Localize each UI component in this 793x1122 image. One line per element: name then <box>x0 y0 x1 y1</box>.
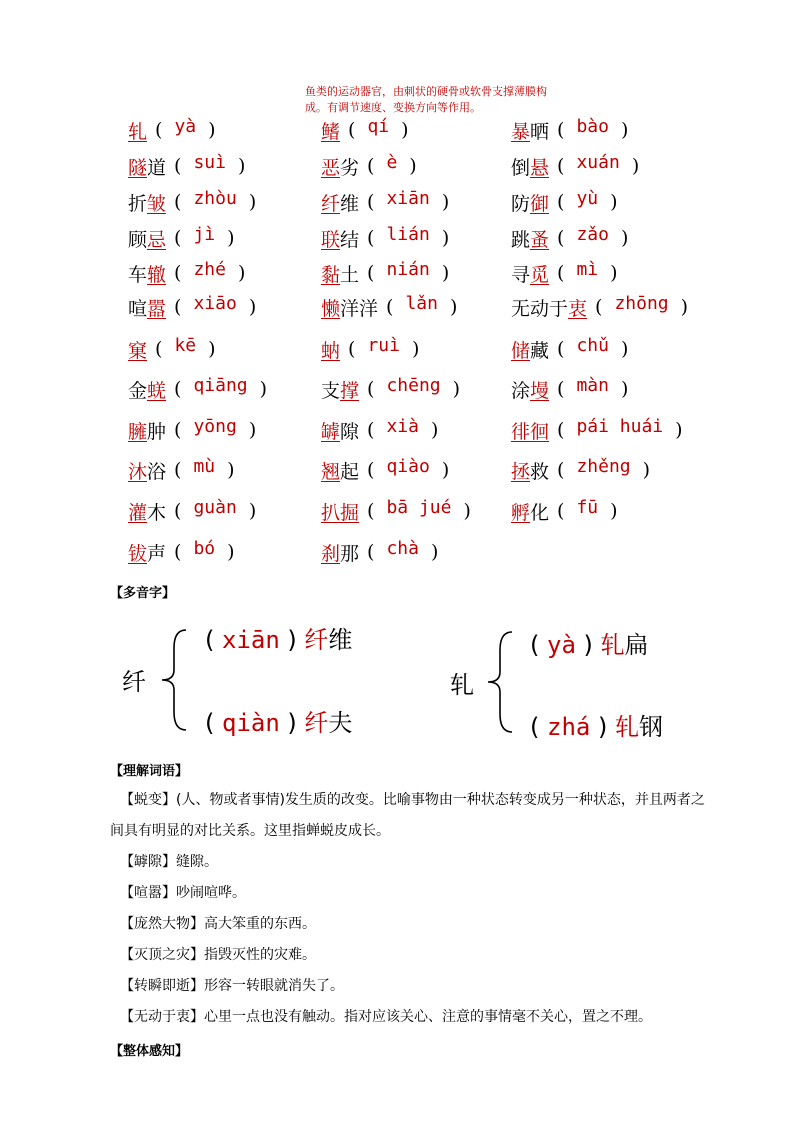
pinyin: ( yà ) <box>155 116 216 141</box>
word: 纤维 <box>321 192 360 215</box>
word-entry <box>511 495 618 527</box>
word: 刹那 <box>321 542 360 565</box>
pinyin: ( bó ) <box>174 538 235 563</box>
word: 轧 <box>128 120 148 143</box>
word-entry <box>321 291 457 323</box>
word-entry <box>321 333 419 365</box>
word-entry <box>511 373 628 405</box>
definition: 【罅隙】缝隙。 <box>120 854 218 870</box>
pinyin: ( xuán ) <box>557 152 640 177</box>
word: 臃肿 <box>128 420 167 443</box>
word-entry <box>321 114 409 146</box>
pinyin: ( zhěng ) <box>557 456 651 481</box>
word-entry <box>128 114 216 146</box>
word-entry <box>128 536 235 568</box>
word: 扒掘 <box>321 501 360 524</box>
pinyin: ( qiào ) <box>367 456 450 481</box>
pinyin: ( chǔ ) <box>557 335 629 360</box>
word: 翘起 <box>321 460 360 483</box>
pinyin: ( mù ) <box>174 456 235 481</box>
word-entry <box>321 536 438 568</box>
section-words-title: 【理解词语】 <box>110 764 189 779</box>
pinyin: ( ruì ) <box>348 335 420 360</box>
pinyin: ( bā jué ) <box>367 497 471 522</box>
pinyin: ( zhòu ) <box>174 188 257 213</box>
word-entry <box>321 222 449 254</box>
polyphone-char: 轧 <box>450 671 474 699</box>
word-entry <box>321 150 417 182</box>
pinyin: ( chà ) <box>367 538 439 563</box>
word: 沐浴 <box>128 460 167 483</box>
section-overall-title: 【整体感知】 <box>110 1044 189 1059</box>
word: 倒悬 <box>511 156 550 179</box>
word: 鳍 <box>321 120 341 143</box>
word: 蚋 <box>321 339 341 362</box>
pinyin: ( zhé ) <box>174 259 246 284</box>
note-fin-definition: 鱼类的运动器官，由刺状的硬骨或软骨支撑薄膜构成。有调节速度、变换方向等作用。 <box>305 85 547 114</box>
polyphone-item: ( qiàn ) 纤夫 <box>205 709 353 737</box>
definition: 【转瞬即逝】形容一转眼就消失了。 <box>120 978 344 994</box>
brace-icon <box>158 628 188 732</box>
pinyin: ( suì ) <box>174 152 246 177</box>
word-entry <box>511 257 618 289</box>
pinyin: ( xià ) <box>367 416 439 441</box>
word-entry <box>128 414 256 446</box>
word: 暴晒 <box>511 120 550 143</box>
pinyin: ( guàn ) <box>174 497 257 522</box>
word: 储藏 <box>511 339 550 362</box>
definition: 【喧嚣】吵闹喧哗。 <box>120 885 246 901</box>
word: 黏土 <box>321 263 360 286</box>
brace-icon <box>484 630 514 734</box>
word: 恶劣 <box>321 156 360 179</box>
pinyin: ( bào ) <box>557 116 629 141</box>
word-entry <box>321 454 449 486</box>
pinyin: ( màn ) <box>557 375 629 400</box>
polyphone-item: ( xiān ) 纤维 <box>205 626 353 654</box>
pinyin: ( yōng ) <box>174 416 257 441</box>
pinyin: ( chēng ) <box>367 375 461 400</box>
word-entry <box>128 150 245 182</box>
word: 窠 <box>128 339 148 362</box>
word: 联结 <box>321 228 360 251</box>
word-entry <box>128 495 256 527</box>
word: 孵化 <box>511 501 550 524</box>
word-entry <box>511 333 628 365</box>
pinyin: ( nián ) <box>367 259 450 284</box>
pinyin: ( yù ) <box>557 188 618 213</box>
word-entry <box>511 291 688 323</box>
word-entry <box>128 454 235 486</box>
definition: 【庞然大物】高大笨重的东西。 <box>120 916 316 932</box>
word: 涂墁 <box>511 379 550 402</box>
pinyin: ( fū ) <box>557 497 618 522</box>
word-entry <box>128 257 245 289</box>
pinyin: ( jì ) <box>174 224 235 249</box>
pinyin: ( qiāng ) <box>174 375 268 400</box>
word: 车辙 <box>128 263 167 286</box>
word-entry <box>128 333 216 365</box>
pinyin: ( lián ) <box>367 224 450 249</box>
word-entry <box>128 186 256 218</box>
pinyin: ( lǎn ) <box>386 293 458 318</box>
definition: 【蜕变】(人、物或者事情)发生质的改变。比喻事物由一种状态转变成另一种状态，并且两者之间具有明显的对比关系。这里指蝉蜕皮成长。 <box>110 792 705 839</box>
word-entry <box>511 454 650 486</box>
definition: 【灭顶之灾】指毁灭性的灾难。 <box>120 947 316 963</box>
word-entry <box>321 257 449 289</box>
polyphone-item: ( zhá ) 轧钢 <box>530 713 663 741</box>
word: 钹声 <box>128 542 167 565</box>
word: 罅隙 <box>321 420 360 443</box>
word: 懒洋洋 <box>321 297 379 320</box>
pinyin: ( zǎo ) <box>557 224 629 249</box>
definition: 【无动于衷】心里一点也没有触动。指对应该关心、注意的事情毫不关心，置之不理。 <box>120 1009 652 1025</box>
word-entry <box>511 414 683 446</box>
pinyin: ( kē ) <box>155 335 216 360</box>
word-entry <box>128 373 267 405</box>
word-entry <box>511 114 628 146</box>
section-polyphone-title: 【多音字】 <box>110 586 176 601</box>
pinyin: ( mì ) <box>557 259 618 284</box>
word: 防御 <box>511 192 550 215</box>
word-entry <box>511 222 628 254</box>
word: 支撑 <box>321 379 360 402</box>
pinyin: ( xiāo ) <box>174 293 257 318</box>
word-entry <box>321 414 438 446</box>
word-entry <box>511 150 639 182</box>
pinyin: ( qí ) <box>348 116 409 141</box>
polyphone-char: 纤 <box>122 668 146 696</box>
word: 徘徊 <box>511 420 550 443</box>
word: 喧嚣 <box>128 297 167 320</box>
pinyin: ( xiān ) <box>367 188 450 213</box>
word: 隧道 <box>128 156 167 179</box>
word: 寻觅 <box>511 263 550 286</box>
pinyin: ( è ) <box>367 152 417 177</box>
pinyin: ( zhōng ) <box>595 293 689 318</box>
polyphone-item: ( yà ) 轧扁 <box>530 631 649 659</box>
word-entry <box>128 291 256 323</box>
word: 顾忌 <box>128 228 167 251</box>
word-entry <box>321 186 449 218</box>
word-entry <box>321 495 471 527</box>
word: 金蜣 <box>128 379 167 402</box>
word: 跳蚤 <box>511 228 550 251</box>
word: 灌木 <box>128 501 167 524</box>
pinyin: ( pái huái ) <box>557 416 683 441</box>
word: 折皱 <box>128 192 167 215</box>
word: 无动于衷 <box>511 297 588 320</box>
word: 拯救 <box>511 460 550 483</box>
word-entry <box>511 186 618 218</box>
word-entry <box>321 373 460 405</box>
word-entry <box>128 222 235 254</box>
